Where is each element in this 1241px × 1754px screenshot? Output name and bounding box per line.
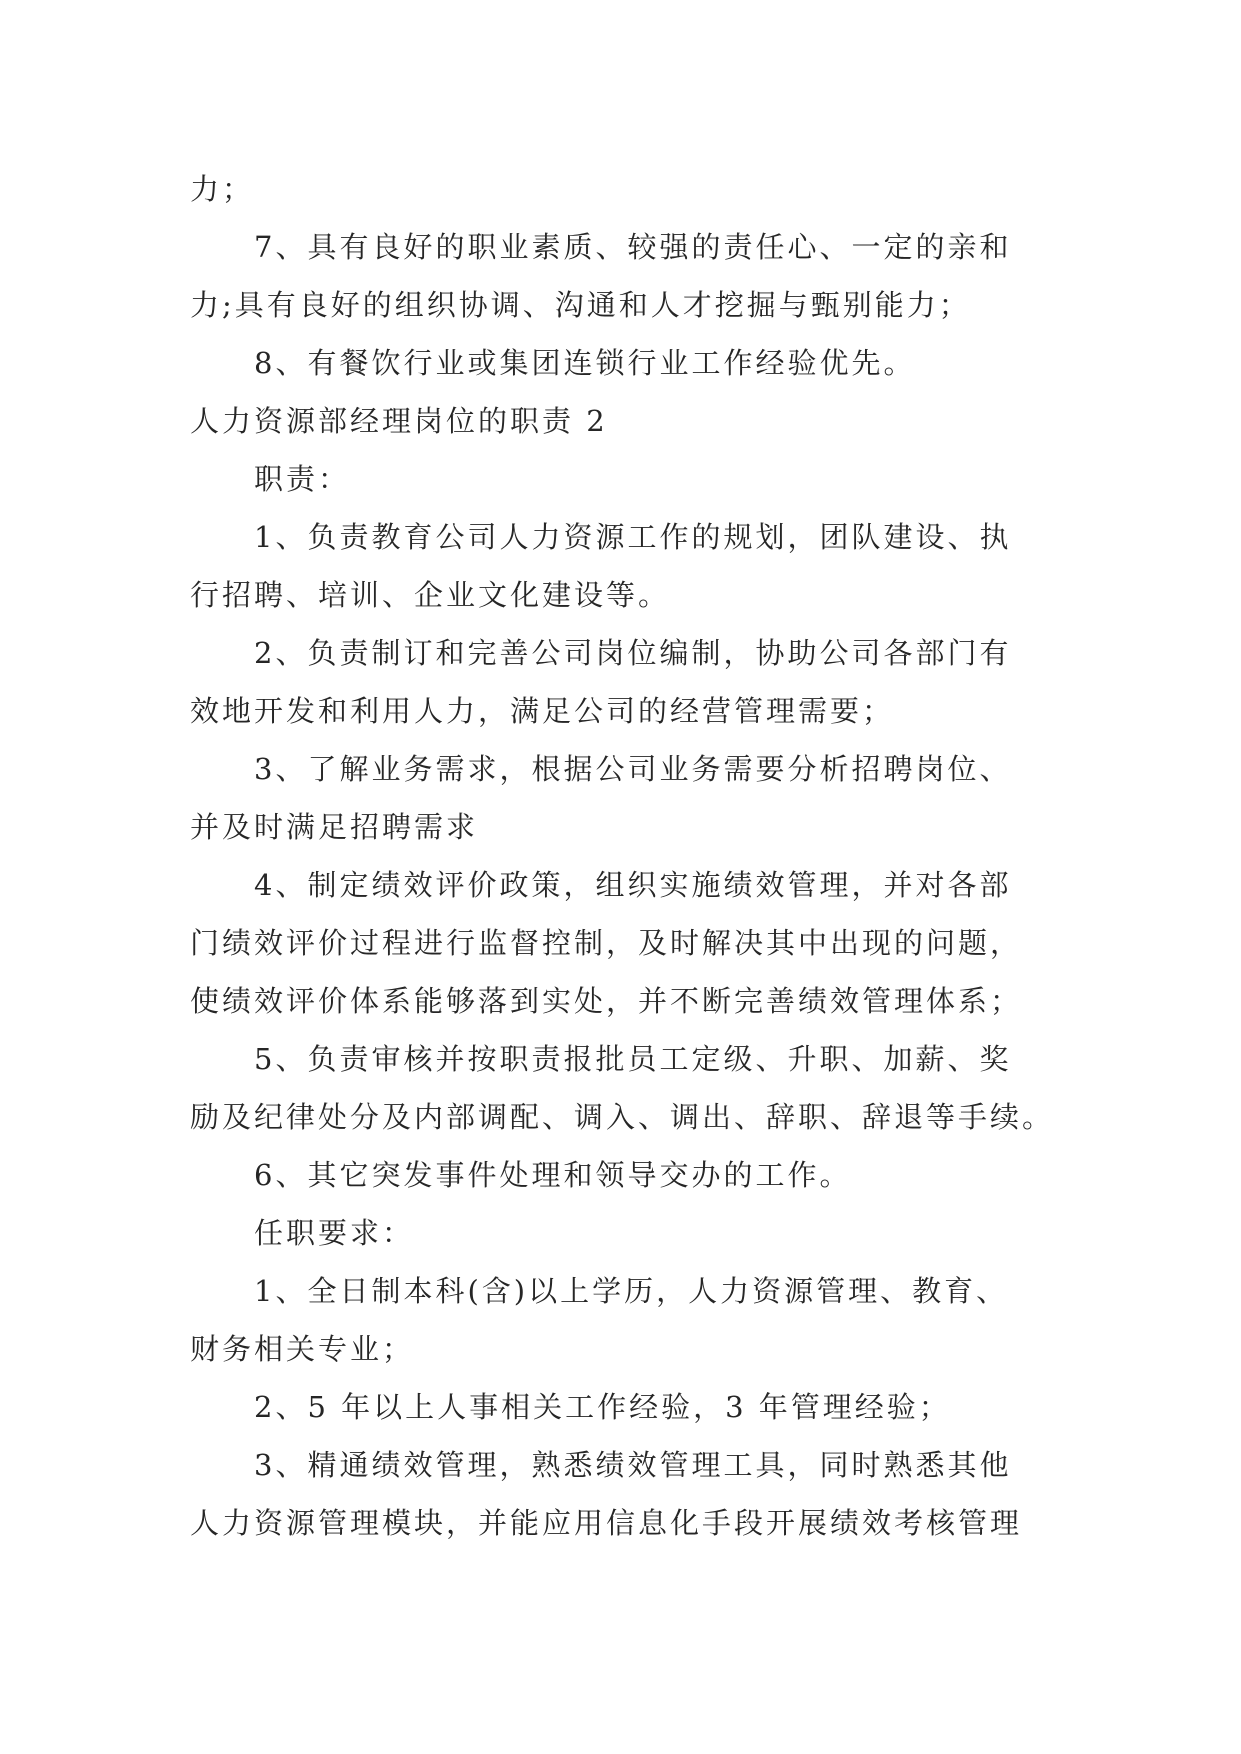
text-line: 行招聘、培训、企业文化建设等。: [190, 578, 671, 612]
text-line: 3、了解业务需求，根据公司业务需要分析招聘岗位、: [254, 752, 1012, 786]
text-line: 1、全日制本科(含)以上学历，人力资源管理、教育、: [254, 1274, 1009, 1308]
text-line: 8、有餐饮行业或集团连锁行业工作经验优先。: [254, 346, 916, 380]
text-line: 2、5 年以上人事相关工作经验，3 年管理经验；: [254, 1390, 951, 1424]
text-line: 7、具有良好的职业素质、较强的责任心、一定的亲和: [254, 230, 1012, 264]
text-line: 1、负责教育公司人力资源工作的规划，团队建设、执: [254, 520, 1012, 554]
text-line: 2、负责制订和完善公司岗位编制，协助公司各部门有: [254, 636, 1012, 670]
section-heading: 人力资源部经理岗位的职责 2: [190, 404, 608, 438]
text-line: 6、其它突发事件处理和领导交办的工作。: [254, 1158, 852, 1192]
text-line: 财务相关专业；: [190, 1332, 415, 1366]
subsection-label: 任职要求：: [254, 1216, 415, 1250]
document-body: [190, 160, 1070, 1552]
subsection-label: 职责：: [254, 462, 351, 496]
text-line: 励及纪律处分及内部调配、调入、调出、辞职、辞退等手续。: [190, 1100, 1055, 1134]
text-line: 使绩效评价体系能够落到实处，并不断完善绩效管理体系；: [190, 984, 1023, 1018]
text-line: 3、精通绩效管理，熟悉绩效管理工具，同时熟悉其他: [254, 1448, 1012, 1482]
text-line: 门绩效评价过程进行监督控制，及时解决其中出现的问题，: [190, 926, 1023, 960]
text-line: 4、制定绩效评价政策，组织实施绩效管理，并对各部: [254, 868, 1012, 902]
text-line: 并及时满足招聘需求: [190, 810, 479, 844]
text-line: 人力资源管理模块，并能应用信息化手段开展绩效考核管理: [190, 1506, 1023, 1540]
text-line: 力；: [190, 172, 255, 206]
text-line: 效地开发和利用人力，满足公司的经营管理需要；: [190, 694, 895, 728]
text-line: 5、负责审核并按职责报批员工定级、升职、加薪、奖: [254, 1042, 1012, 1076]
text-line: 力;具有良好的组织协调、沟通和人才挖掘与甄别能力；: [190, 288, 971, 322]
